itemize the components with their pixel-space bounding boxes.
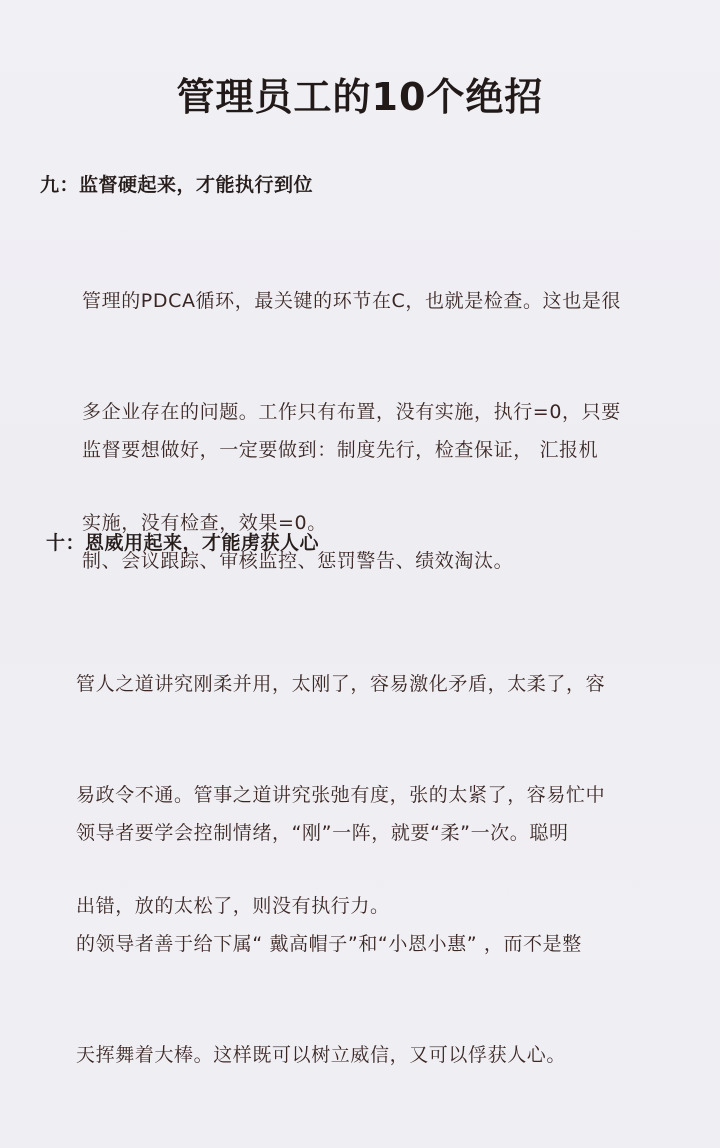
paragraph-line: 监督要想做好，一定要做到：制度先行，检查保证， 汇报机	[82, 439, 599, 461]
paragraph-line: 易政令不通。管事之道讲究张弛有度，张的太紧了，容易忙中	[76, 784, 606, 806]
section-heading-10: 十：恩威用起来，才能虏获人心	[46, 532, 320, 554]
paragraph-line: 领导者要学会控制情绪，“刚”一阵，就要“柔”一次。聪明	[76, 822, 569, 844]
paragraph-line: 天挥舞着大棒。这样既可以树立威信，又可以俘获人心。	[76, 1044, 567, 1066]
paragraph-line: 制、会议跟踪、审核监控、惩罚警告、绩效淘汰。	[82, 550, 514, 572]
paragraph-line: 管理的PDCA循环，最关键的环节在C，也就是检查。这也是很	[82, 290, 622, 312]
paragraph-line: 多企业存在的问题。工作只有布置，没有实施，执行=0，只要	[82, 401, 621, 423]
page-title: 管理员工的10个绝招	[176, 75, 544, 119]
section-10-paragraph-2	[76, 741, 582, 1148]
paragraph-line: 实施，没有检查，效果=0。	[82, 512, 327, 534]
section-heading-9: 九：监督硬起来，才能执行到位	[40, 174, 314, 196]
paragraph-line: 的领导者善于给下属“ 戴高帽子”和“小恩小惠” ，而不是整	[76, 933, 582, 955]
paragraph-line: 管人之道讲究刚柔并用，太刚了，容易激化矛盾，太柔了，容	[76, 673, 606, 695]
paragraph-line: 出错，放的太松了，则没有执行力。	[76, 895, 390, 917]
